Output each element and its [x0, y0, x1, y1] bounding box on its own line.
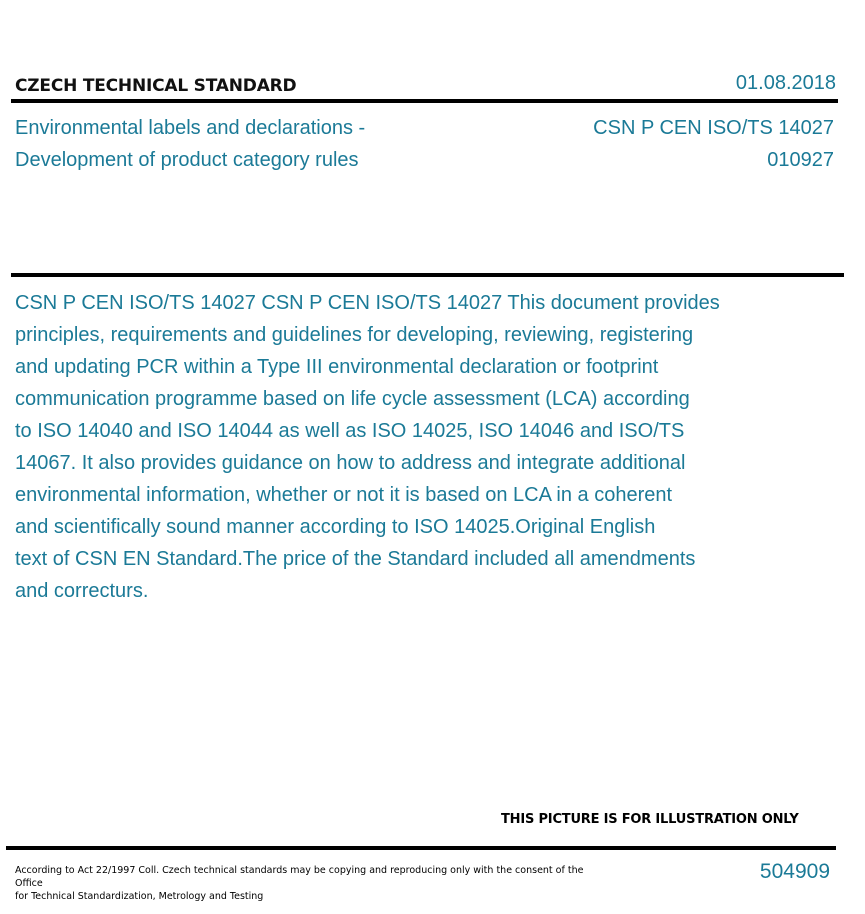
title-line: Development of product category rules: [15, 149, 359, 171]
publication-date: 01.08.2018: [735, 72, 836, 94]
section-divider: [11, 273, 844, 277]
footer-divider: [6, 846, 836, 850]
description-line: text of CSN EN Standard.The price of the Standard included all amendments: [15, 548, 696, 570]
description-line: to ISO 14040 and ISO 14044 as well as ISO 14025, ISO 14046 and ISO/TS: [15, 420, 685, 442]
catalog-number: 504909: [759, 860, 830, 883]
standard-designation: CSN P CEN ISO/TS 14027: [593, 117, 834, 139]
legal-line: for Technical Standardization, Metrology and Testing: [15, 891, 264, 902]
illustration-note: THIS PICTURE IS FOR ILLUSTRATION ONLY: [501, 812, 799, 827]
description-line: and scientifically sound manner according to ISO 14025.Original English: [15, 516, 656, 538]
description-line: environmental information, whether or not it is based on LCA in a coherent: [15, 484, 673, 506]
standard-title: [15, 112, 365, 176]
document-category: CZECH TECHNICAL STANDARD: [15, 76, 297, 96]
header-divider: [11, 99, 838, 103]
description-line: and correcturs.: [15, 580, 149, 602]
description-line: principles, requirements and guidelines for developing, reviewing, registering: [15, 324, 694, 346]
description-line: and updating PCR within a Type III environmental declaration or footprint: [15, 356, 659, 378]
class-number: 010927: [767, 149, 834, 171]
legal-notice: [15, 864, 585, 903]
description-line: communication programme based on life cycle assessment (LCA) according: [15, 388, 690, 410]
description-line: CSN P CEN ISO/TS 14027 CSN P CEN ISO/TS 14027 This document provides: [15, 292, 720, 314]
description-line: 14067. It also provides guidance on how to address and integrate additional: [15, 452, 686, 474]
legal-line: According to Act 22/1997 Coll. Czech technical standards may be copying and reproducing only with the consent of the Office: [15, 865, 584, 889]
standard-code: [593, 112, 834, 176]
standard-description: [15, 287, 815, 607]
title-line: Environmental labels and declarations -: [15, 117, 366, 139]
